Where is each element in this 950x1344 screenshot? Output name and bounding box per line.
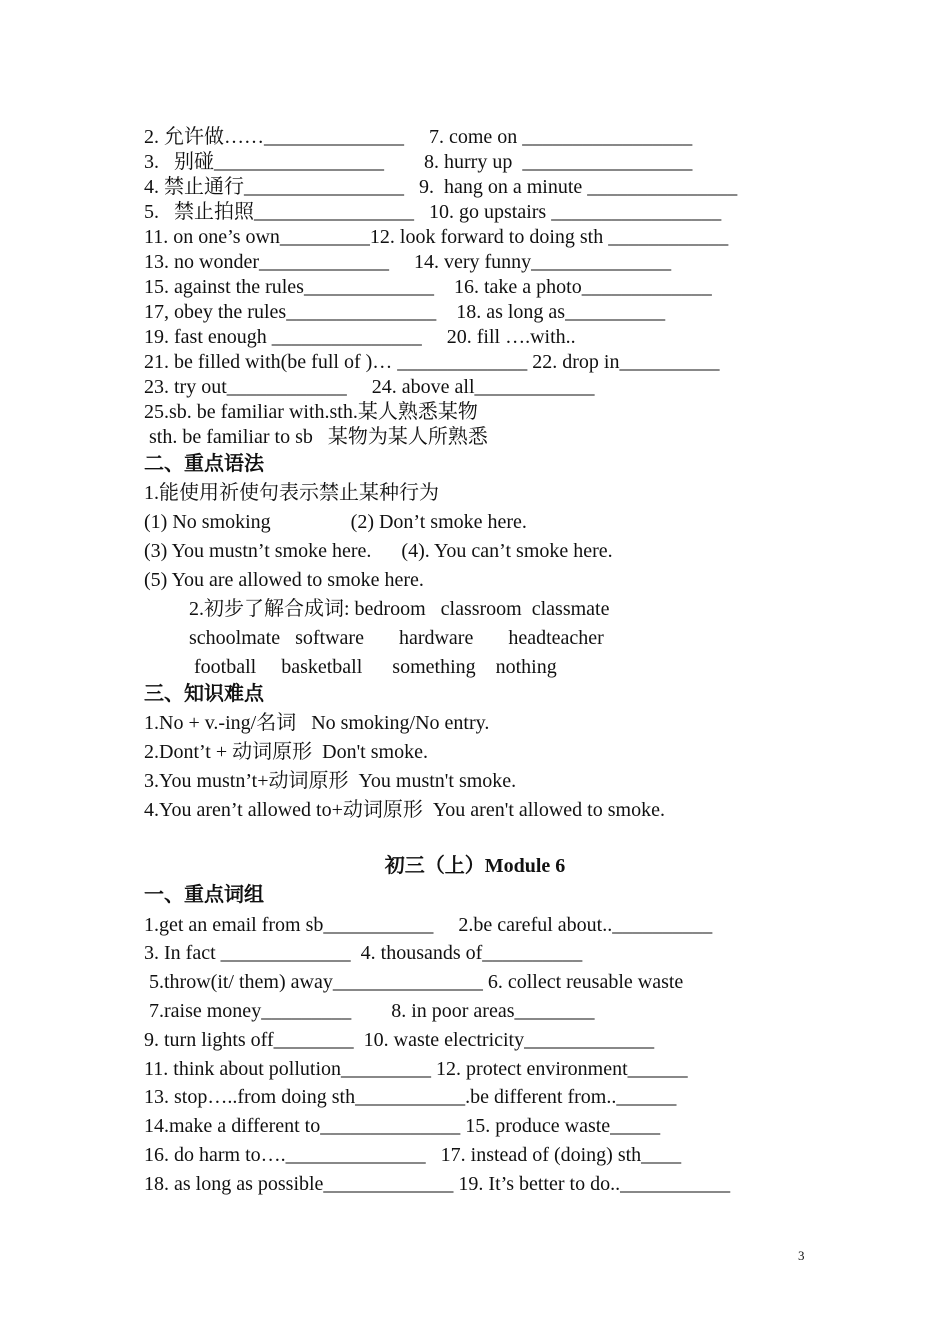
grammar-heading: 二、重点语法	[144, 453, 264, 475]
phrase-line: 7.raise money_________ 8. in poor areas________	[144, 1000, 595, 1022]
vocab-line: 11. on one’s own_________12. look forward to doing sth ____________	[144, 226, 729, 248]
vocab-line: 21. be filled with(be full of )… _____________ 22. drop in__________	[144, 351, 720, 373]
difficulty-line: 2.Dont’t + 动词原形 Don't smoke.	[144, 741, 428, 763]
difficulty-line: 3.You mustn’t+动词原形 You mustn't smoke.	[144, 770, 517, 792]
vocab-line: 25.sb. be familiar with.sth.某人熟悉某物	[144, 401, 478, 423]
compound-line: schoolmate software hardware headteacher	[189, 627, 604, 649]
grammar-line: 1.能使用祈使句表示禁止某种行为	[144, 482, 439, 504]
difficulty-heading: 三、知识难点	[144, 683, 264, 705]
module6-title: 初三（上）Module 6	[384, 855, 566, 877]
phrase-line: 5.throw(it/ them) away_______________ 6. collect reusable waste	[144, 971, 684, 993]
phrase-line: 11. think about pollution_________ 12. protect environment______	[144, 1058, 688, 1080]
phrase-line: 3. In fact _____________ 4. thousands of__________	[144, 942, 583, 964]
page-number: 3	[798, 1248, 805, 1263]
vocab-line: 5. 禁止拍照________________ 10. go upstairs _________________	[144, 201, 722, 223]
grammar-line: (3) You mustn’t smoke here. (4). You can’t smoke here.	[144, 540, 613, 562]
vocab-line: 19. fast enough _______________ 20. fill ….with..	[144, 326, 576, 348]
phrase-line: 13. stop…..from doing sth___________.be different from..______	[144, 1086, 677, 1108]
phrases-heading: 一、重点词组	[144, 884, 264, 906]
vocab-line: 15. against the rules_____________ 16. take a photo_____________	[144, 276, 712, 298]
phrase-line: 16. do harm to….______________ 17. instead of (doing) sth____	[144, 1144, 682, 1166]
phrase-line: 9. turn lights off________ 10. waste electricity_____________	[144, 1029, 655, 1051]
vocab-line: 4. 禁止通行________________ 9. hang on a minute _______________	[144, 176, 738, 198]
vocab-line: 2. 允许做……______________ 7. come on _________________	[144, 126, 693, 148]
phrase-line: 1.get an email from sb___________ 2.be careful about..__________	[144, 914, 713, 936]
compound-line: football basketball something nothing	[189, 656, 557, 678]
phrase-line: 18. as long as possible_____________ 19. It’s better to do..___________	[144, 1173, 731, 1195]
vocab-line: 23. try out____________ 24. above all____________	[144, 376, 595, 398]
phrase-line: 14.make a different to______________ 15. produce waste_____	[144, 1115, 661, 1137]
grammar-line: (5) You are allowed to smoke here.	[144, 569, 424, 591]
vocab-line: 17, obey the rules_______________ 18. as long as__________	[144, 301, 666, 323]
difficulty-line: 1.No + v.-ing/名词 No smoking/No entry.	[144, 712, 490, 734]
difficulty-line: 4.You aren’t allowed to+动词原形 You aren't allowed to smoke.	[144, 799, 665, 821]
vocab-line: 13. no wonder_____________ 14. very funny______________	[144, 251, 672, 273]
vocab-line: 3. 别碰_________________ 8. hurry up _________________	[144, 151, 693, 173]
compound-line: 2.初步了解合成词: bedroom classroom classmate	[189, 598, 610, 620]
grammar-line: (1) No smoking (2) Don’t smoke here.	[144, 511, 527, 533]
vocab-line: sth. be familiar to sb 某物为某人所熟悉	[144, 426, 488, 448]
